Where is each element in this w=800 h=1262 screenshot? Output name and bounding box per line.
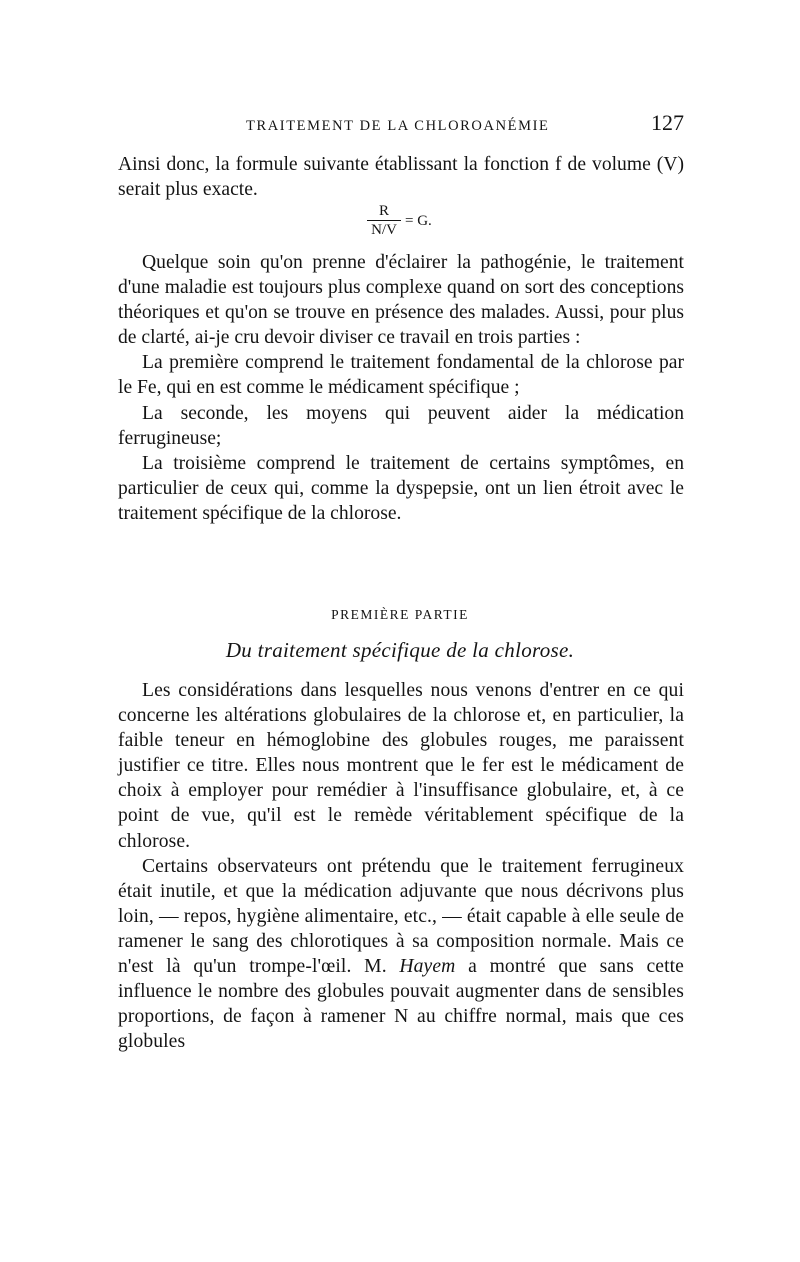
formula bbox=[367, 204, 487, 244]
paragraph-observateurs-end: a montré que sans cette influence le nombre des globules pouvait augmenter dans de sensibles proportions, de façon à ramener N au chiffre normal, mais que ces globules bbox=[118, 956, 684, 1053]
paragraph-seconde: La seconde, les moyens qui peuvent aider la médication ferrugineuse; bbox=[118, 402, 684, 449]
section-title: Du traitement spécifique de la chlorose. bbox=[225, 638, 575, 662]
text-block-section bbox=[118, 678, 684, 1054]
paragraph-observateurs-start: Certains observateurs ont prétendu que le traitement ferrugineux était inutile, et que la médication adjuvante que nous décrivons plus loin, — repos, hygiène alimentaire, etc., — était capable à elle seule de ramener le sang des chlorotiques à sa composition normale. Mais ce n'est là qu'un trompe-l'œil. M. bbox=[118, 855, 684, 978]
paragraph-pathogenie: Quelque soin qu'on prenne d'éclairer la pathogénie, le traitement d'une maladie est toujours plus complexe quand on sort des conceptions théoriques et qu'on se trouve en présence des malades. Aussi, pour plus de clarté, ai-je cru devoir diviser ce travail en trois parties : bbox=[118, 252, 684, 349]
paragraph-considerations: Les considérations dans lesquelles nous venons d'entrer en ce qui concerne les altérations globulaires de la chlorose et, en particulier, la faible teneur en hémoglobine des globules rouges, me paraissent justifier ce titre. Elles nous montrent que le fer est le médicament de choix à employer pour remédier à l'insuffisance globulaire, et, à ce point de vue, qu'il est le remède véritablement spécifique de la chlorose. bbox=[118, 680, 684, 852]
text-block-intro bbox=[118, 152, 684, 202]
paragraph-observateurs bbox=[118, 854, 684, 1055]
page-header bbox=[118, 110, 684, 140]
paragraph-formula-intro: Ainsi donc, la formule suivante établissant la fonction f de volume (V) serait plus exacte. bbox=[118, 154, 684, 201]
text-block-plan bbox=[118, 250, 684, 526]
part-label: PREMIÈRE PARTIE bbox=[331, 607, 469, 622]
formula-denominator: N/V bbox=[371, 222, 397, 238]
formula-result: = G. bbox=[405, 213, 432, 229]
running-title: TRAITEMENT DE LA CHLOROANÉMIE bbox=[246, 118, 550, 134]
formula-fraction bbox=[367, 204, 401, 239]
formula-numerator: R bbox=[367, 204, 401, 221]
author-name-hayem: Hayem bbox=[399, 956, 456, 978]
paragraph-troisieme: La troisième comprend le traitement de certains symptômes, en particulier de ceux qui, comme la dyspepsie, ont un lien étroit avec le traitement spécifique de la chlorose. bbox=[118, 452, 684, 524]
paragraph-premiere: La première comprend le traitement fondamental de la chlorose par le Fe, qui en est comme le médicament spécifique ; bbox=[118, 352, 684, 399]
page-number: 127 bbox=[651, 110, 684, 135]
